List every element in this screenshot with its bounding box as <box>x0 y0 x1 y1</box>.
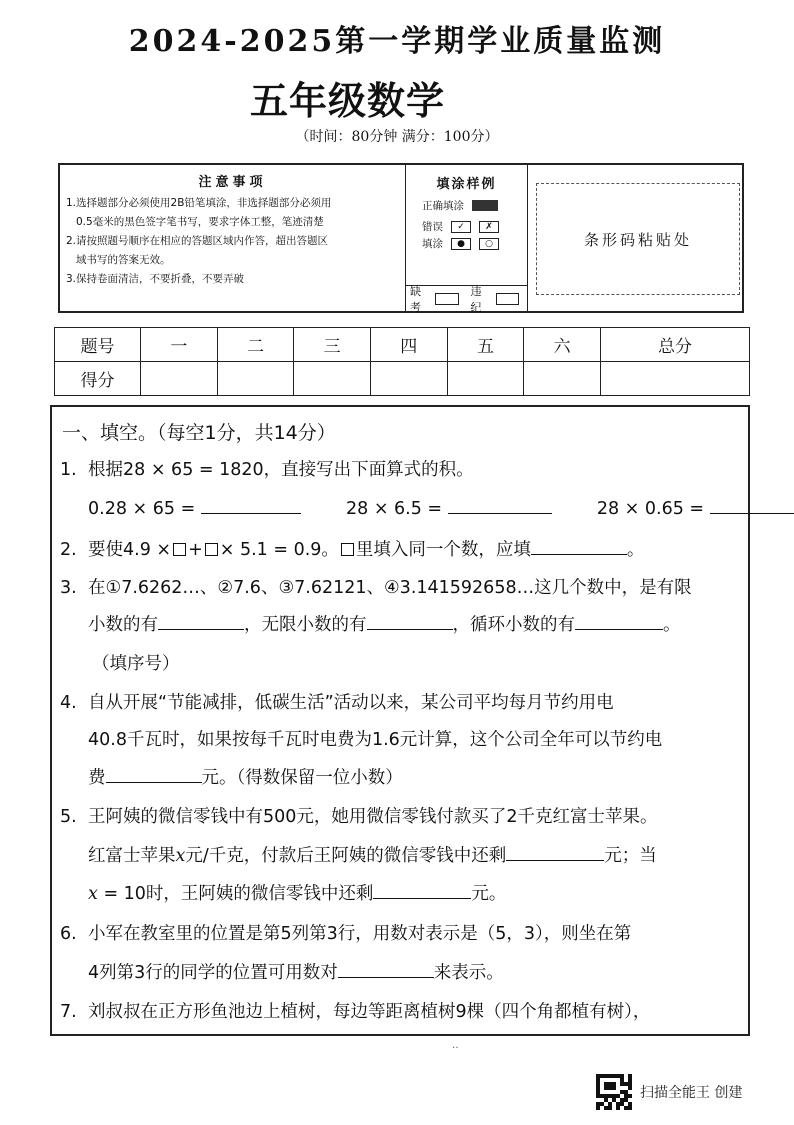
question-4-line2: 40.8千瓦时，如果按每千瓦时电费为1.6元计算，这个公司全年可以节约电 <box>88 730 663 750</box>
question-number: 6. <box>60 924 77 944</box>
score-cell[interactable] <box>524 362 601 396</box>
absent-violation-row <box>406 284 527 314</box>
question-number: 4. <box>60 693 77 713</box>
question-5-line3 <box>88 880 506 905</box>
score-table-score-row <box>55 362 750 396</box>
circle-mark-icon: ○ <box>479 238 499 250</box>
question-number: 1. <box>60 460 77 480</box>
question-text: 。 <box>663 615 681 635</box>
square-box-icon <box>341 543 354 556</box>
score-table-header-row <box>55 328 750 362</box>
question-3-line3: （填序号） <box>92 654 180 674</box>
question-text: 小数的有 <box>88 615 158 635</box>
score-cell[interactable] <box>294 362 371 396</box>
answer-blank[interactable] <box>367 612 453 630</box>
question-text: 4列第3行的同学的位置可用数对 <box>88 963 338 983</box>
question-text: 刘叔叔在正方形鱼池边上植树，每边等距离植树9棵（四个角都植有树）， <box>88 1002 651 1022</box>
section-title: 一、填空。（每空1分，共14分） <box>62 422 336 444</box>
answer-blank[interactable] <box>158 612 244 630</box>
question-1-answers <box>88 496 794 519</box>
question-text: 要使4.9 × <box>88 540 172 560</box>
score-cell[interactable] <box>217 362 294 396</box>
question-text: ，无限小数的有 <box>244 615 367 635</box>
question-5 <box>60 803 658 828</box>
score-header-cell: 五 <box>447 328 524 362</box>
question-text: ，循环小数的有 <box>452 615 575 635</box>
notice-line: 域书写的答案无效。 <box>76 254 171 266</box>
score-header-cell: 题号 <box>55 328 141 362</box>
question-text: 王阿姨的微信零钱中有500元，她用微信零钱付款买了2千克红富士苹果。 <box>88 807 658 827</box>
scanner-footer <box>596 1074 742 1110</box>
question-number: 7. <box>60 1002 77 1022</box>
time-info: （时间：80分钟 满分：100分） <box>295 129 499 145</box>
question-number: 3. <box>60 578 77 598</box>
question-3 <box>60 574 692 599</box>
qr-code-icon <box>596 1074 632 1110</box>
violation-label: 违纪 <box>470 284 482 314</box>
score-cell[interactable] <box>600 362 749 396</box>
scanner-app-text: 扫描全能王 创建 <box>640 1085 743 1101</box>
question-text: 元。（得数保留一位小数） <box>201 768 403 788</box>
answer-blank[interactable] <box>448 496 552 514</box>
question-6-line2 <box>88 959 504 984</box>
question-2 <box>60 536 644 561</box>
question-text: 在①7.6262…、②7.6、③7.62121、④3.141592658…这几个数中，是有限 <box>88 578 692 598</box>
question-text: 小军在教室里的位置是第5列第3行，用数对表示是（5，3），则坐在第 <box>88 924 632 944</box>
wrong-fill-label: 填涂 <box>422 238 443 250</box>
question-text: 里填入同一个数，应填 <box>355 540 531 560</box>
square-box-icon <box>173 543 186 556</box>
cross-mark-icon: ✗ <box>479 221 499 233</box>
question-text: + <box>188 540 203 560</box>
answer-blank[interactable] <box>338 960 434 978</box>
exam-title: 2024-2025第一学期学业质量监测 <box>128 24 666 59</box>
violation-checkbox[interactable] <box>496 293 519 305</box>
absent-checkbox[interactable] <box>435 293 458 305</box>
absent-label: 缺考 <box>410 284 421 314</box>
fill-sample-column <box>406 165 528 314</box>
question-3-line2 <box>88 611 681 636</box>
question-text: 元。 <box>471 884 507 904</box>
question-text: 元；当 <box>604 846 657 866</box>
answer-blank[interactable] <box>506 843 604 861</box>
question-4-line3 <box>88 764 403 789</box>
score-header-cell: 二 <box>217 328 294 362</box>
question-text: 自从开展“节能减排，低碳生活”活动以来，某公司平均每月节约用电 <box>88 693 614 713</box>
answer-blank[interactable] <box>710 496 794 514</box>
wrong-fill-row <box>422 219 527 234</box>
question-text: × 5.1 = 0.9。 <box>219 540 339 560</box>
score-table <box>54 327 750 396</box>
page-marks: ‥ <box>452 1040 459 1051</box>
fill-sample-title: 填涂样例 <box>436 177 497 192</box>
question-text: 费 <box>88 768 106 788</box>
wrong-fill-label: 错误 <box>422 221 443 233</box>
filled-block-icon <box>472 200 498 211</box>
question-text: 根据28 × 65 = 1820，直接写出下面算式的积。 <box>88 460 474 480</box>
question-text: 。 <box>626 540 645 560</box>
answer-blank[interactable] <box>106 765 202 783</box>
question-text: 红富士苹果 <box>88 846 176 866</box>
score-header-cell: 六 <box>524 328 601 362</box>
exam-subject: 五年级数学 <box>250 78 446 123</box>
question-7 <box>60 998 650 1023</box>
notice-title: 注意事项 <box>198 175 267 190</box>
correct-fill-label: 正确填涂 <box>422 200 464 212</box>
question-6 <box>60 920 631 945</box>
wrong-fill-row <box>422 236 527 251</box>
variable-x: x <box>175 846 186 866</box>
question-text: 来表示。 <box>433 963 504 983</box>
answer-blank[interactable] <box>201 496 301 514</box>
question-4 <box>60 689 614 714</box>
question-5-line2 <box>88 842 657 867</box>
answer-blank[interactable] <box>531 537 627 555</box>
expression: 28 × 6.5 = <box>345 499 443 519</box>
score-cell[interactable] <box>141 362 218 396</box>
answer-blank[interactable] <box>575 612 663 630</box>
score-header-cell: 一 <box>141 328 218 362</box>
score-row-label: 得分 <box>55 362 141 396</box>
correct-fill-row <box>422 198 527 213</box>
notice-line: 1.选择题部分必须使用2B铅笔填涂，非选择题部分必须用 <box>66 197 332 209</box>
dot-mark-icon: ● <box>451 238 471 250</box>
score-header-cell: 总分 <box>600 328 749 362</box>
square-box-icon <box>205 543 218 556</box>
notice-line: 3.保持卷面清洁，不要折叠，不要弄破 <box>66 273 245 285</box>
question-text: = 10时，王阿姨的微信零钱中还剩 <box>97 884 374 904</box>
question-1 <box>60 456 474 481</box>
answer-blank[interactable] <box>373 881 471 899</box>
question-number: 5. <box>60 807 77 827</box>
question-number: 2. <box>60 540 77 560</box>
notice-column <box>60 165 406 311</box>
score-cell[interactable] <box>370 362 447 396</box>
score-header-cell: 四 <box>370 328 447 362</box>
question-text: 元/千克，付款后王阿姨的微信零钱中还剩 <box>185 846 507 866</box>
notice-box <box>58 163 744 313</box>
barcode-area: 条形码粘贴处 <box>536 183 740 295</box>
score-cell[interactable] <box>447 362 524 396</box>
variable-x: x <box>88 884 98 904</box>
expression: 0.28 × 65 = <box>88 499 196 519</box>
notice-line: 2.请按照题号顺序在相应的答题区域内作答，超出答题区 <box>66 235 329 247</box>
expression: 28 × 0.65 = <box>596 499 705 519</box>
check-mark-icon: ✓ <box>451 221 471 233</box>
notice-line: 0.5毫米的黑色签字笔书写，要求字体工整，笔迹清楚 <box>76 216 324 228</box>
score-header-cell: 三 <box>294 328 371 362</box>
